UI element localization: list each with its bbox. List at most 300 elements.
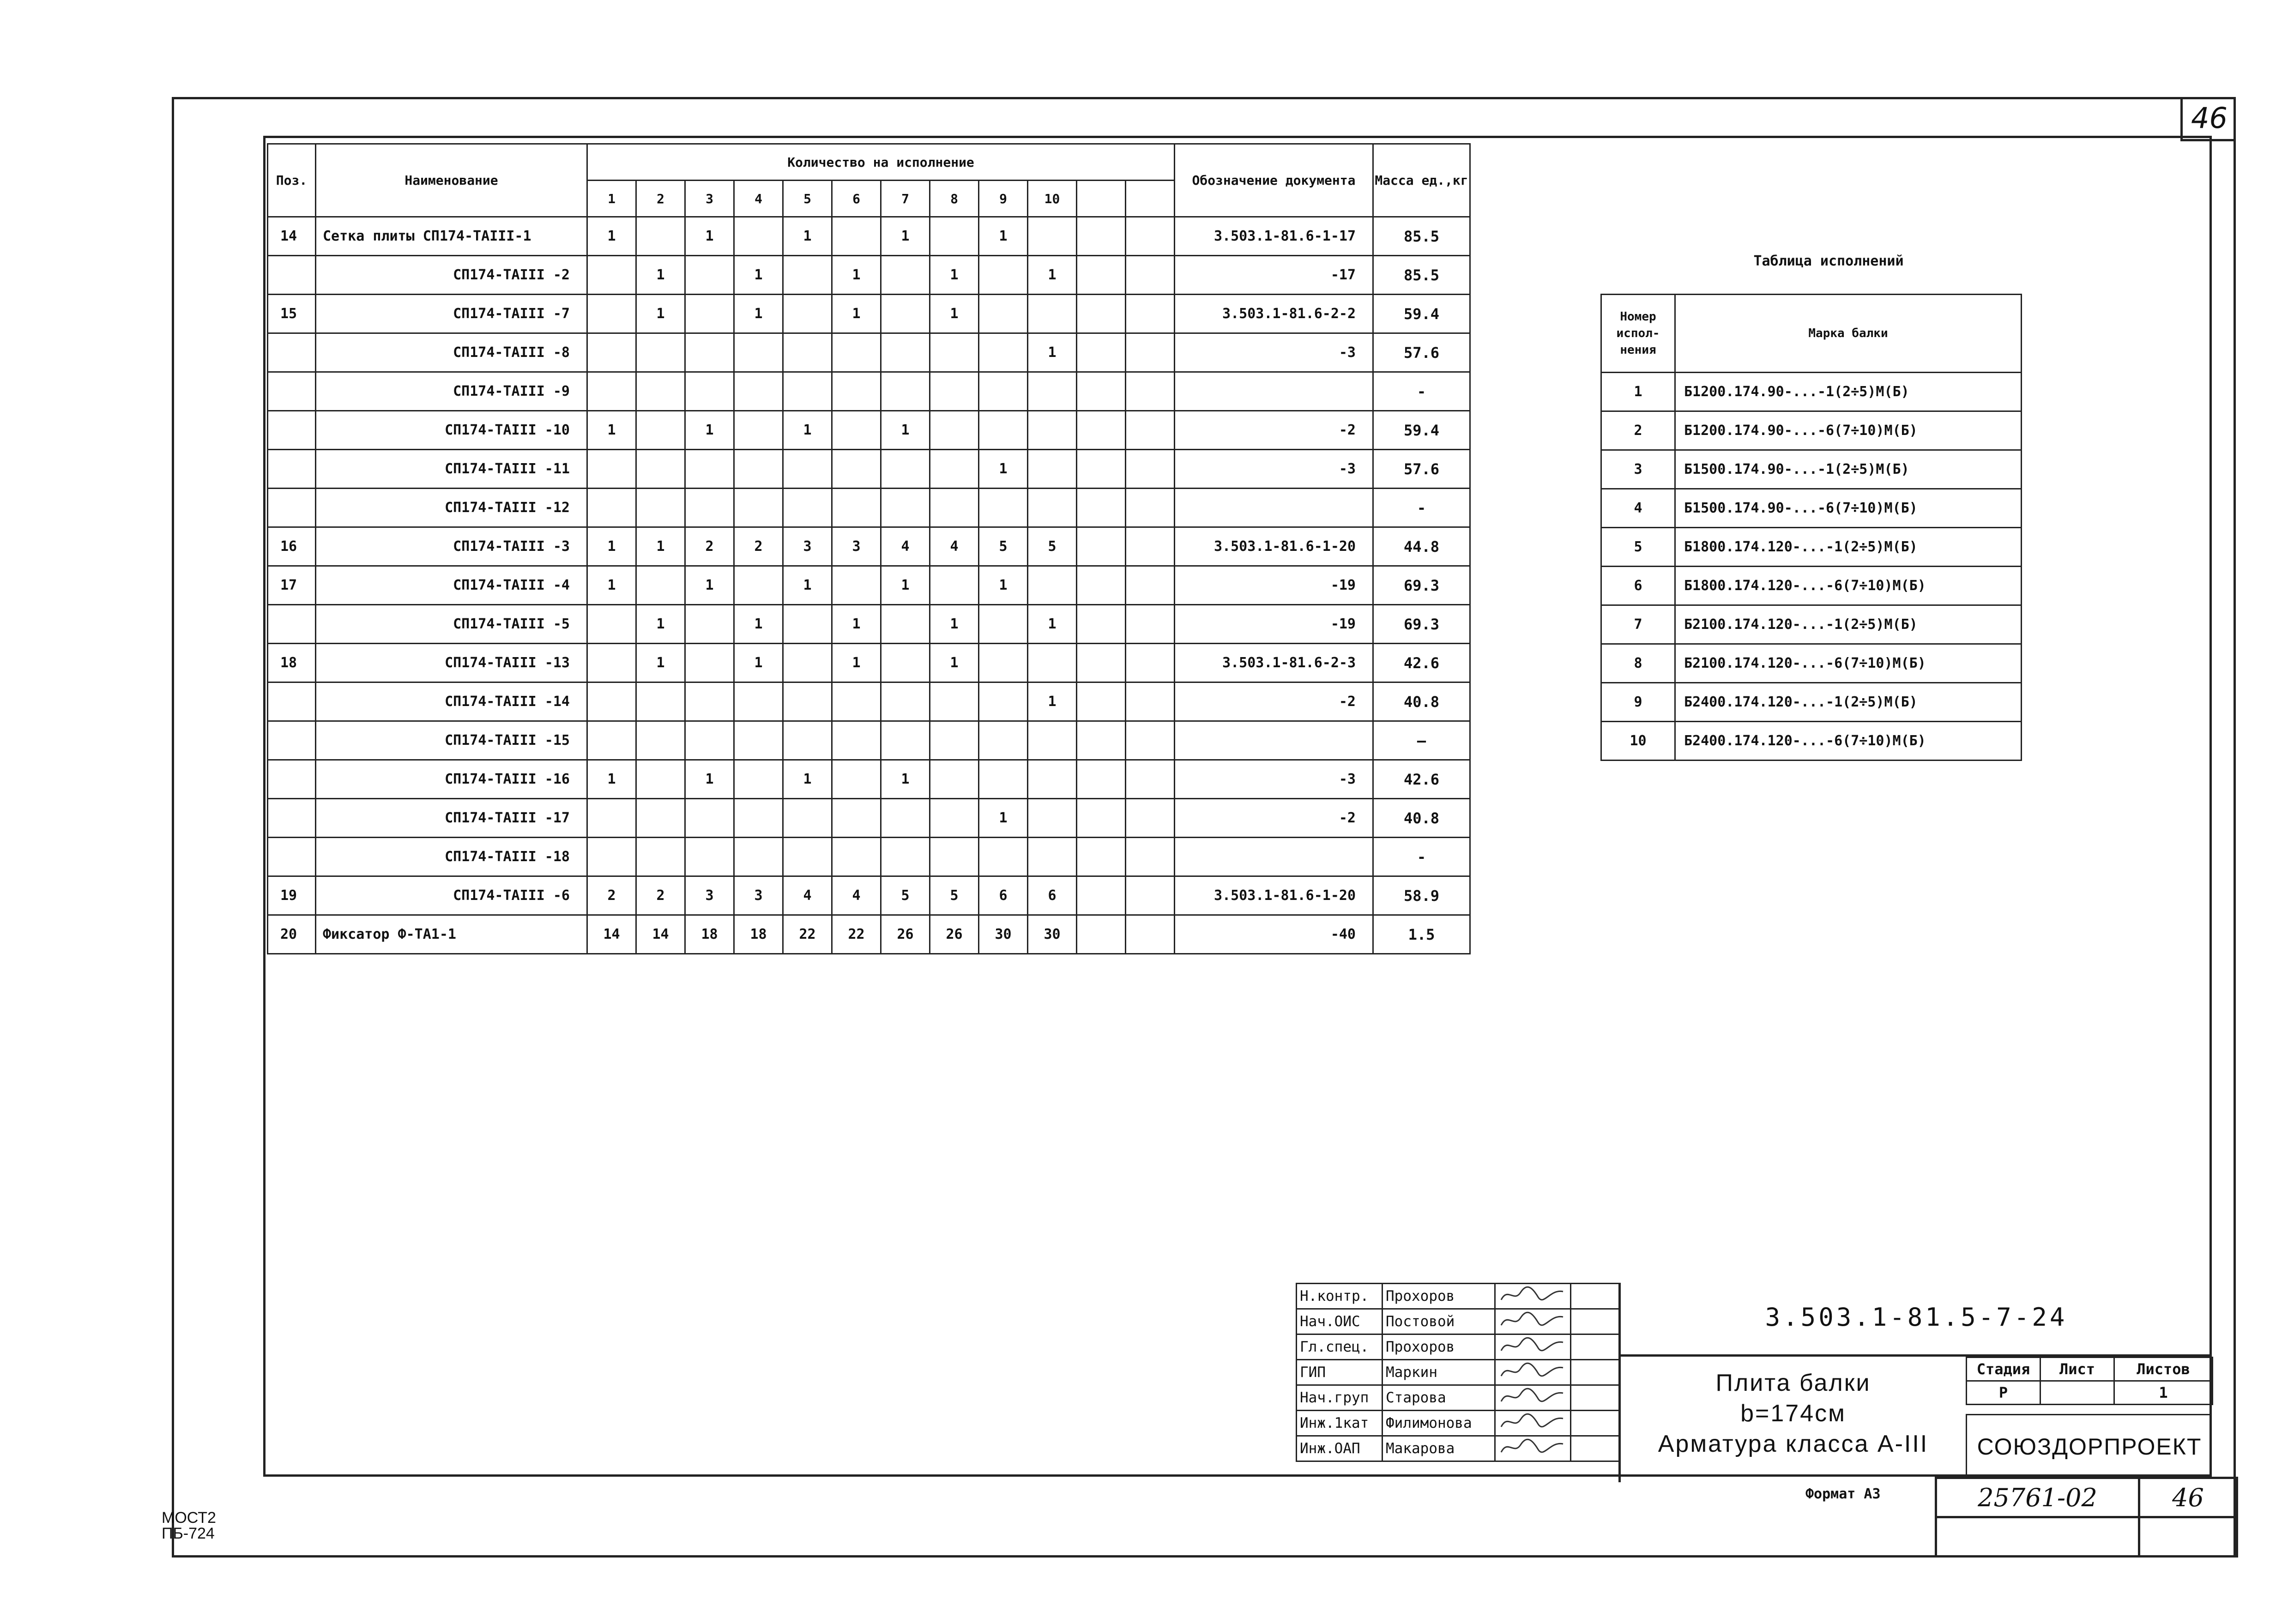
handwritten-signature bbox=[1495, 1360, 1571, 1385]
quantity-cell bbox=[832, 799, 881, 838]
corner-stamp-line-1: МОСТ2 bbox=[162, 1509, 216, 1527]
quantity-cell bbox=[783, 838, 832, 876]
quantity-cell bbox=[1077, 644, 1126, 682]
quantity-cell: 2 bbox=[685, 527, 734, 566]
variant-header-cell: 2 bbox=[636, 181, 685, 217]
quantity-cell: 3 bbox=[734, 876, 783, 915]
quantity-cell bbox=[1028, 411, 1077, 450]
quantity-cell bbox=[930, 799, 979, 838]
quantity-cell: 1 bbox=[881, 760, 930, 799]
quantity-cell bbox=[1126, 876, 1175, 915]
quantity-cell bbox=[587, 295, 636, 333]
quantity-cell bbox=[979, 760, 1028, 799]
quantity-cell bbox=[587, 372, 636, 411]
quantity-cell bbox=[1077, 760, 1126, 799]
quantity-cell: 1 bbox=[832, 605, 881, 644]
quantity-cell bbox=[979, 605, 1028, 644]
quantity-cell: 1 bbox=[587, 217, 636, 256]
quantity-cell: 1 bbox=[1028, 256, 1077, 295]
mass-cell: - bbox=[1373, 489, 1470, 527]
variant-number-cell: 8 bbox=[1601, 644, 1675, 683]
quantity-cell: 1 bbox=[930, 256, 979, 295]
quantity-cell bbox=[1028, 295, 1077, 333]
table-row bbox=[268, 838, 1470, 876]
position-cell bbox=[268, 333, 316, 372]
quantity-cell bbox=[1126, 799, 1175, 838]
col-header-variant-number: Номер испол-нения bbox=[1601, 295, 1675, 373]
position-cell: 14 bbox=[268, 217, 316, 256]
name-cell: СП174-ТАIII -5 bbox=[316, 605, 587, 644]
date-cell bbox=[1571, 1436, 1619, 1461]
quantity-cell: 1 bbox=[1028, 605, 1077, 644]
handwritten-signature bbox=[1495, 1436, 1571, 1461]
table-row bbox=[268, 644, 1470, 682]
document-cell: -3 bbox=[1175, 333, 1373, 372]
quantity-cell: 1 bbox=[685, 760, 734, 799]
corner-stamp bbox=[162, 1510, 216, 1541]
mass-cell: 85.5 bbox=[1373, 256, 1470, 295]
quantity-cell bbox=[930, 566, 979, 605]
quantity-cell bbox=[979, 721, 1028, 760]
quantity-cell bbox=[930, 372, 979, 411]
quantity-cell bbox=[1126, 915, 1175, 954]
document-cell: -17 bbox=[1175, 256, 1373, 295]
sheets-value: 1 bbox=[2114, 1381, 2213, 1405]
quantity-cell bbox=[783, 256, 832, 295]
title-line-2: b=174см bbox=[1740, 1400, 1846, 1427]
variant-header-cell: 1 bbox=[587, 181, 636, 217]
quantity-cell: 30 bbox=[1028, 915, 1077, 954]
table-row bbox=[268, 333, 1470, 372]
col-header-name: Наименование bbox=[316, 144, 587, 217]
name-cell: СП174-ТАIII -18 bbox=[316, 838, 587, 876]
quantity-cell bbox=[587, 838, 636, 876]
mass-cell: 59.4 bbox=[1373, 295, 1470, 333]
table-row bbox=[1601, 567, 2022, 605]
quantity-cell bbox=[832, 721, 881, 760]
table-row bbox=[268, 721, 1470, 760]
position-cell bbox=[268, 411, 316, 450]
quantity-cell bbox=[930, 760, 979, 799]
signature-row bbox=[1297, 1284, 1619, 1309]
quantity-cell bbox=[832, 566, 881, 605]
variant-header-cell: 9 bbox=[979, 181, 1028, 217]
quantity-cell: 4 bbox=[783, 876, 832, 915]
quantity-cell bbox=[587, 333, 636, 372]
role-cell: Инж.1кат bbox=[1297, 1411, 1382, 1436]
quantity-cell: 2 bbox=[734, 527, 783, 566]
document-cell: -19 bbox=[1175, 566, 1373, 605]
quantity-cell bbox=[734, 450, 783, 489]
quantity-cell: 1 bbox=[587, 527, 636, 566]
quantity-cell bbox=[930, 450, 979, 489]
quantity-cell: 1 bbox=[979, 799, 1028, 838]
col-header-pos: Поз. bbox=[268, 144, 316, 217]
quantity-cell bbox=[930, 333, 979, 372]
mass-cell: 69.3 bbox=[1373, 566, 1470, 605]
variant-number-cell: 5 bbox=[1601, 528, 1675, 567]
quantity-cell bbox=[685, 838, 734, 876]
table-row bbox=[268, 256, 1470, 295]
quantity-cell bbox=[881, 256, 930, 295]
table-row bbox=[268, 450, 1470, 489]
quantity-cell bbox=[734, 333, 783, 372]
table-row bbox=[268, 682, 1470, 721]
position-cell bbox=[268, 682, 316, 721]
stage-value: Р bbox=[1967, 1381, 2040, 1405]
quantity-cell: 1 bbox=[783, 760, 832, 799]
quantity-cell bbox=[636, 489, 685, 527]
quantity-cell: 1 bbox=[783, 566, 832, 605]
role-cell: ГИП bbox=[1297, 1360, 1382, 1385]
quantity-cell bbox=[1126, 721, 1175, 760]
document-cell bbox=[1175, 372, 1373, 411]
document-cell bbox=[1175, 838, 1373, 876]
name-cell: СП174-ТАIII -2 bbox=[316, 256, 587, 295]
table-row bbox=[1601, 489, 2022, 528]
variant-number-cell: 1 bbox=[1601, 373, 1675, 411]
quantity-cell bbox=[881, 721, 930, 760]
position-cell: 19 bbox=[268, 876, 316, 915]
beam-mark-cell: Б1800.174.120-...-1(2÷5)М(Б) bbox=[1675, 528, 2022, 567]
signature-row bbox=[1297, 1436, 1619, 1461]
quantity-cell: 1 bbox=[832, 644, 881, 682]
quantity-cell bbox=[979, 411, 1028, 450]
quantity-cell bbox=[1077, 217, 1126, 256]
organization-name: СОЮЗДОРПРОЕКТ bbox=[1966, 1414, 2212, 1477]
quantity-cell bbox=[881, 799, 930, 838]
quantity-cell bbox=[734, 411, 783, 450]
position-cell bbox=[268, 760, 316, 799]
quantity-cell bbox=[881, 372, 930, 411]
document-cell bbox=[1175, 721, 1373, 760]
name-cell: СП174-ТАIII -8 bbox=[316, 333, 587, 372]
quantity-cell bbox=[587, 799, 636, 838]
quantity-cell bbox=[685, 256, 734, 295]
name-cell: СП174-ТАIII -7 bbox=[316, 295, 587, 333]
variant-header-cell: 6 bbox=[832, 181, 881, 217]
table-row bbox=[1601, 450, 2022, 489]
quantity-cell: 1 bbox=[734, 605, 783, 644]
inventory-empty-cell bbox=[2139, 1517, 2237, 1557]
inventory-number: 25761-02 bbox=[1936, 1478, 2139, 1517]
quantity-cell bbox=[881, 295, 930, 333]
quantity-cell bbox=[979, 644, 1028, 682]
quantity-cell: 1 bbox=[734, 295, 783, 333]
table-row bbox=[268, 489, 1470, 527]
quantity-cell bbox=[734, 721, 783, 760]
quantity-cell bbox=[832, 489, 881, 527]
document-code: 3.503.1-81.5-7-24 bbox=[1618, 1283, 2212, 1357]
position-cell bbox=[268, 256, 316, 295]
quantity-cell bbox=[1028, 799, 1077, 838]
document-cell: 3.503.1-81.6-2-3 bbox=[1175, 644, 1373, 682]
beam-mark-cell: Б1800.174.120-...-6(7÷10)М(Б) bbox=[1675, 567, 2022, 605]
quantity-cell bbox=[979, 838, 1028, 876]
quantity-cell bbox=[1077, 915, 1126, 954]
sheets-label: Листов bbox=[2114, 1358, 2213, 1381]
inventory-empty-cell bbox=[1936, 1517, 2139, 1557]
position-cell: 18 bbox=[268, 644, 316, 682]
surname-cell: Филимонова bbox=[1382, 1411, 1495, 1436]
document-cell: 3.503.1-81.6-1-20 bbox=[1175, 876, 1373, 915]
variant-number-cell: 2 bbox=[1601, 411, 1675, 450]
table-row bbox=[268, 566, 1470, 605]
position-cell bbox=[268, 799, 316, 838]
mass-cell: - bbox=[1373, 372, 1470, 411]
date-cell bbox=[1571, 1334, 1619, 1360]
variant-header-cell: 8 bbox=[930, 181, 979, 217]
document-cell: -2 bbox=[1175, 799, 1373, 838]
sheet-label: Лист bbox=[2040, 1358, 2114, 1381]
quantity-cell bbox=[1126, 217, 1175, 256]
quantity-cell: 1 bbox=[734, 256, 783, 295]
quantity-cell: 1 bbox=[881, 411, 930, 450]
position-cell: 15 bbox=[268, 295, 316, 333]
quantity-cell: 1 bbox=[636, 605, 685, 644]
quantity-cell bbox=[1028, 450, 1077, 489]
quantity-cell bbox=[1077, 876, 1126, 915]
quantity-cell bbox=[1028, 760, 1077, 799]
name-cell: Фиксатор Ф-ТА1-1 bbox=[316, 915, 587, 954]
quantity-cell bbox=[734, 217, 783, 256]
mass-cell: – bbox=[1373, 721, 1470, 760]
quantity-cell: 1 bbox=[783, 217, 832, 256]
quantity-cell bbox=[832, 682, 881, 721]
title-line-1: Плита балки bbox=[1715, 1370, 1871, 1396]
variant-number-cell: 9 bbox=[1601, 683, 1675, 722]
quantity-cell bbox=[1126, 682, 1175, 721]
quantity-cell bbox=[979, 333, 1028, 372]
date-cell bbox=[1571, 1309, 1619, 1334]
quantity-cell bbox=[1126, 411, 1175, 450]
mass-cell: 59.4 bbox=[1373, 411, 1470, 450]
quantity-cell bbox=[734, 372, 783, 411]
name-cell: СП174-ТАIII -12 bbox=[316, 489, 587, 527]
quantity-cell bbox=[1126, 566, 1175, 605]
quantity-cell bbox=[1077, 566, 1126, 605]
quantity-cell bbox=[1028, 838, 1077, 876]
quantity-cell: 1 bbox=[979, 566, 1028, 605]
quantity-cell: 1 bbox=[734, 644, 783, 682]
variant-number-cell: 6 bbox=[1601, 567, 1675, 605]
quantity-cell bbox=[979, 489, 1028, 527]
table-row bbox=[1601, 683, 2022, 722]
quantity-cell bbox=[783, 644, 832, 682]
variant-number-cell: 7 bbox=[1601, 605, 1675, 644]
mass-cell: 40.8 bbox=[1373, 799, 1470, 838]
quantity-cell bbox=[783, 721, 832, 760]
quantity-cell: 5 bbox=[979, 527, 1028, 566]
variant-header-cell bbox=[1126, 181, 1175, 217]
surname-cell: Прохоров bbox=[1382, 1284, 1495, 1309]
date-cell bbox=[1571, 1284, 1619, 1309]
table-row bbox=[268, 760, 1470, 799]
variant-header-cell: 4 bbox=[734, 181, 783, 217]
quantity-cell bbox=[881, 333, 930, 372]
beam-mark-cell: Б2100.174.120-...-1(2÷5)М(Б) bbox=[1675, 605, 2022, 644]
quantity-cell: 3 bbox=[783, 527, 832, 566]
quantity-cell: 22 bbox=[832, 915, 881, 954]
handwritten-signature bbox=[1495, 1284, 1571, 1309]
quantity-cell bbox=[930, 838, 979, 876]
quantity-cell bbox=[587, 450, 636, 489]
mass-cell: 57.6 bbox=[1373, 450, 1470, 489]
spec-body bbox=[268, 217, 1470, 954]
table-row bbox=[268, 527, 1470, 566]
quantity-cell bbox=[636, 682, 685, 721]
quantity-cell: 1 bbox=[587, 760, 636, 799]
position-cell bbox=[268, 838, 316, 876]
quantity-cell: 1 bbox=[832, 256, 881, 295]
quantity-cell: 1 bbox=[636, 527, 685, 566]
table-row bbox=[1601, 373, 2022, 411]
quantity-cell bbox=[832, 217, 881, 256]
quantity-cell bbox=[832, 838, 881, 876]
mass-cell: 57.6 bbox=[1373, 333, 1470, 372]
quantity-cell bbox=[1077, 489, 1126, 527]
position-cell bbox=[268, 605, 316, 644]
table-row bbox=[268, 411, 1470, 450]
quantity-cell: 1 bbox=[685, 411, 734, 450]
quantity-cell bbox=[734, 489, 783, 527]
quantity-cell: 26 bbox=[881, 915, 930, 954]
quantity-cell bbox=[783, 605, 832, 644]
quantity-cell: 4 bbox=[832, 876, 881, 915]
variant-header-cell bbox=[1077, 181, 1126, 217]
quantity-cell bbox=[734, 682, 783, 721]
quantity-cell bbox=[1028, 489, 1077, 527]
quantity-cell: 18 bbox=[734, 915, 783, 954]
quantity-cell bbox=[1077, 372, 1126, 411]
quantity-cell bbox=[1126, 644, 1175, 682]
quantity-cell bbox=[783, 450, 832, 489]
quantity-cell: 1 bbox=[587, 566, 636, 605]
quantity-cell bbox=[734, 760, 783, 799]
handwritten-signature bbox=[1495, 1411, 1571, 1436]
name-cell: СП174-ТАIII -3 bbox=[316, 527, 587, 566]
signature-row bbox=[1297, 1309, 1619, 1334]
quantity-cell bbox=[1126, 450, 1175, 489]
quantity-cell bbox=[587, 682, 636, 721]
name-cell: СП174-ТАIII -17 bbox=[316, 799, 587, 838]
quantity-cell bbox=[832, 372, 881, 411]
quantity-cell: 1 bbox=[685, 217, 734, 256]
beam-mark-cell: Б2100.174.120-...-6(7÷10)М(Б) bbox=[1675, 644, 2022, 683]
quantity-cell bbox=[685, 450, 734, 489]
table-row bbox=[1601, 722, 2022, 761]
quantity-cell: 1 bbox=[1028, 333, 1077, 372]
quantity-cell bbox=[832, 411, 881, 450]
quantity-cell bbox=[1126, 527, 1175, 566]
quantity-cell bbox=[587, 256, 636, 295]
quantity-cell bbox=[930, 411, 979, 450]
position-cell bbox=[268, 721, 316, 760]
position-cell: 20 bbox=[268, 915, 316, 954]
quantity-cell: 14 bbox=[636, 915, 685, 954]
variant-header-cell: 3 bbox=[685, 181, 734, 217]
quantity-cell bbox=[881, 838, 930, 876]
quantity-cell bbox=[1077, 333, 1126, 372]
quantity-cell: 3 bbox=[832, 527, 881, 566]
col-header-beam-mark: Марка балки bbox=[1675, 295, 2022, 373]
document-cell: -2 bbox=[1175, 411, 1373, 450]
format-label: Формат А3 bbox=[1805, 1486, 1881, 1502]
quantity-cell bbox=[1028, 644, 1077, 682]
table-row bbox=[268, 605, 1470, 644]
quantity-cell: 5 bbox=[930, 876, 979, 915]
quantity-cell: 1 bbox=[783, 411, 832, 450]
quantity-cell bbox=[734, 799, 783, 838]
quantity-cell: 3 bbox=[685, 876, 734, 915]
quantity-cell bbox=[1126, 838, 1175, 876]
variants-table bbox=[1600, 294, 2022, 761]
name-cell: СП174-ТАIII -11 bbox=[316, 450, 587, 489]
beam-mark-cell: Б1500.174.90-...-6(7÷10)М(Б) bbox=[1675, 489, 2022, 528]
quantity-cell bbox=[979, 295, 1028, 333]
table-row bbox=[1601, 528, 2022, 567]
signature-row bbox=[1297, 1385, 1619, 1411]
quantity-cell bbox=[636, 217, 685, 256]
quantity-cell bbox=[1077, 256, 1126, 295]
stage-label: Стадия bbox=[1967, 1358, 2040, 1381]
handwritten-signature bbox=[1495, 1334, 1571, 1360]
table-row bbox=[1601, 644, 2022, 683]
name-cell: СП174-ТАIII -13 bbox=[316, 644, 587, 682]
quantity-cell bbox=[1077, 450, 1126, 489]
quantity-cell: 6 bbox=[979, 876, 1028, 915]
quantity-cell bbox=[930, 489, 979, 527]
variant-header-cell: 5 bbox=[783, 181, 832, 217]
quantity-cell bbox=[1126, 605, 1175, 644]
signature-row bbox=[1297, 1411, 1619, 1436]
position-cell: 16 bbox=[268, 527, 316, 566]
quantity-cell bbox=[881, 644, 930, 682]
role-cell: Н.контр. bbox=[1297, 1284, 1382, 1309]
quantity-cell bbox=[685, 295, 734, 333]
quantity-cell bbox=[1126, 256, 1175, 295]
mass-cell: 44.8 bbox=[1373, 527, 1470, 566]
variant-number-cell: 10 bbox=[1601, 722, 1675, 761]
quantity-cell bbox=[636, 799, 685, 838]
quantity-cell bbox=[685, 489, 734, 527]
quantity-cell bbox=[685, 333, 734, 372]
quantity-cell bbox=[930, 682, 979, 721]
signature-row bbox=[1297, 1334, 1619, 1360]
quantity-cell bbox=[979, 256, 1028, 295]
quantity-cell: 2 bbox=[587, 876, 636, 915]
mass-cell: 42.6 bbox=[1373, 644, 1470, 682]
quantity-cell: 1 bbox=[685, 566, 734, 605]
surname-cell: Прохоров bbox=[1382, 1334, 1495, 1360]
quantity-cell bbox=[734, 838, 783, 876]
beam-mark-cell: Б2400.174.120-...-6(7÷10)М(Б) bbox=[1675, 722, 2022, 761]
quantity-cell bbox=[979, 682, 1028, 721]
table-row bbox=[268, 372, 1470, 411]
inventory-box bbox=[1935, 1477, 2238, 1558]
title-line-3: Арматура класса А-III bbox=[1658, 1431, 1929, 1457]
quantity-cell bbox=[1077, 799, 1126, 838]
role-cell: Гл.спец. bbox=[1297, 1334, 1382, 1360]
signature-row bbox=[1297, 1360, 1619, 1385]
quantity-cell: 1 bbox=[979, 450, 1028, 489]
quantity-cell bbox=[1126, 489, 1175, 527]
corner-stamp-line-2: ПБ-724 bbox=[162, 1525, 215, 1542]
surname-cell: Маркин bbox=[1382, 1360, 1495, 1385]
role-cell: Нач.ОИС bbox=[1297, 1309, 1382, 1334]
position-cell bbox=[268, 450, 316, 489]
quantity-cell: 1 bbox=[979, 217, 1028, 256]
